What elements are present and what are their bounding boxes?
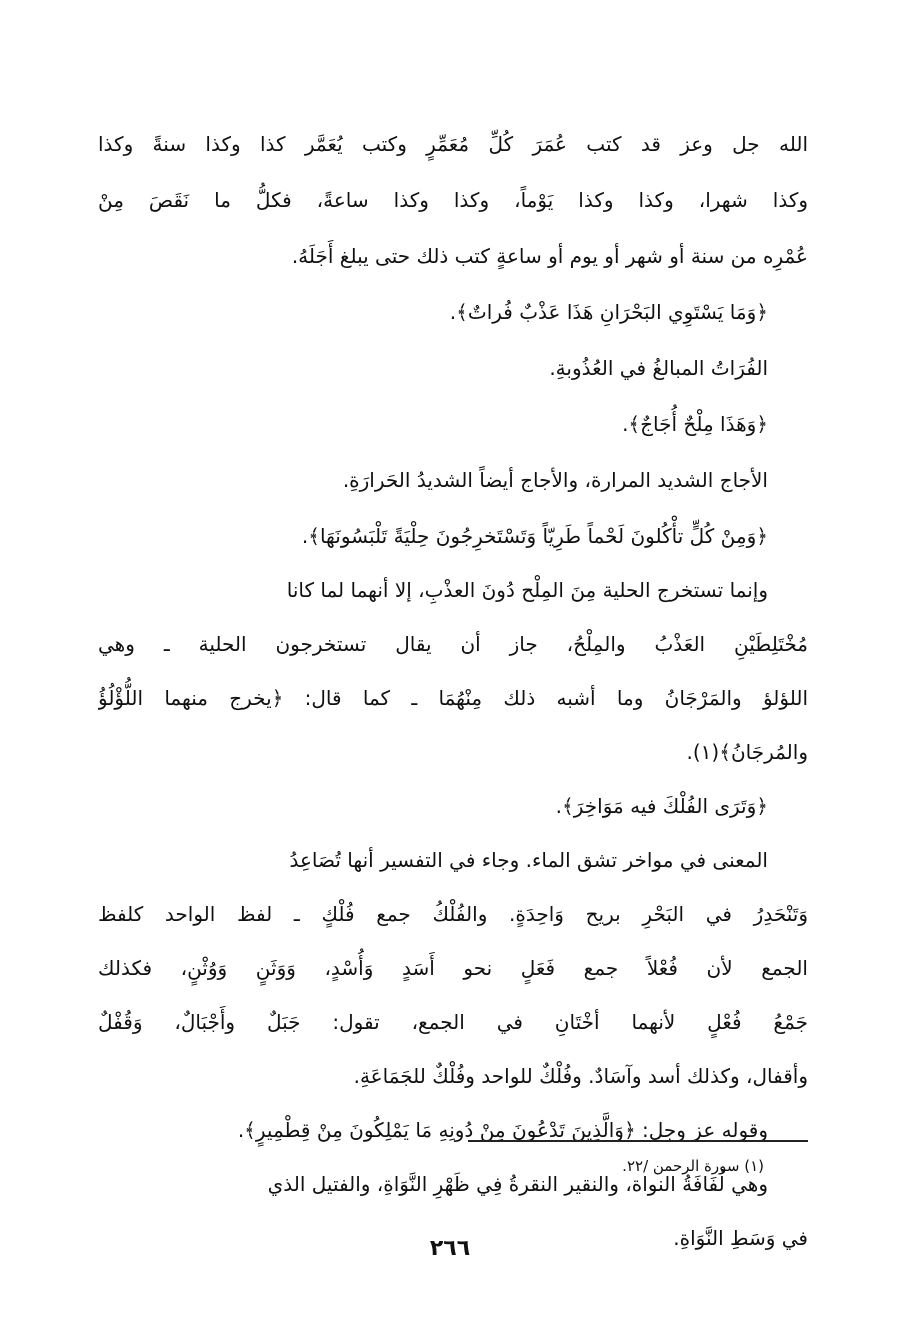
text-line-18: وأقفال، وكذلك أسد وآسَادٌ. وفُلْكٌ للواحد وفُلْكٌ للجَمَاعَةِ. — [353, 1064, 808, 1088]
text-line-11: اللؤلؤ والمَرْجَانُ وما أشبه ذلك مِنْهُمَا ـ كما قال: ﴿يخرج منهما اللُّؤْلُؤُ — [98, 686, 808, 710]
text-line-9: وإنما تستخرج الحلية مِنَ المِلْح دُونَ العذْبِ، إلا أنهما لما كانا — [286, 578, 768, 602]
text-line-15: وَتَنْحَدِرُ في البَحْرِ بريح وَاحِدَةٍ. والفُلْكُ جمع فُلْكٍ ـ لفظ الواحد كلفظ — [98, 902, 808, 926]
text-line-2: وكذا شهرا، وكذا وكذا يَوْماً، وكذا وكذا ساعةً، فكلُّ ما نَقَصَ مِنْ — [98, 188, 808, 212]
text-line-16: الجمع لأن فُعْلاً جمع فَعَلٍ نحو أَسَدٍ وَأُسْدٍ، وَوَثَنٍ وَوُثْنٍ، فكذلك — [98, 956, 808, 980]
main-text — [98, 118, 808, 1266]
footnote: (١) سورة الرحمن /٢٢. — [622, 1157, 764, 1175]
quran-verse-2: ﴿وَهَذَا مِلْحٌ أُجَاجٌ﴾. — [622, 412, 768, 436]
text-line-3: عُمْرِه من سنة أو شهر أو يوم أو ساعةٍ كتب ذلك حتى يبلغ أَجَلَهُ. — [291, 244, 808, 268]
text-line-10: مُخْتَلِطَيْنِ العَذْبُ والمِلْحُ، جاز أن يقال تستخرجون الحلية ـ وهي — [98, 632, 808, 656]
quran-verse-4: ﴿وَتَرَى الفُلْكَ فيه مَوَاخِرَ﴾. — [555, 794, 768, 818]
quran-verse-5: وقوله عز وجل: ﴿وَالَّذِينَ تَدْعُونَ مِنْ دُونِهِ مَا يَمْلِكُونَ مِنْ قِطْمِيرٍ﴾. — [237, 1118, 768, 1142]
text-line-17: جَمْعُ فُعْلٍ لأنهما أخْتَانِ في الجمع، تقول: جَبَلٌ وأَجْبَالٌ، وَقُفْلٌ — [98, 1010, 808, 1034]
text-line-14: المعنى في مواخر تشق الماء. وجاء في التفسير أنها تُصَاعِدُ — [289, 848, 768, 872]
text-line-5: الفُرَاتُ المبالغُ في العُذُوبةِ. — [549, 356, 768, 380]
text-line-20: وهي لُفَافَةُ النواة، والنقير النقرةُ فِي ظَهْرِ النَّوَاةِ، والفتيل الذي — [267, 1172, 768, 1196]
text-line-12: والمُرجَانُ﴾(١). — [686, 740, 808, 764]
text-line-7: الأجاج الشديد المرارة، والأجاج أيضاً الشديدُ الحَرارَةِ. — [342, 468, 768, 492]
quran-verse-3: ﴿وَمِنْ كُلٍّ تأْكُلونَ لَحْماً طَرِيّاً وَتَسْتَخرِجُونَ حِلْيَةً تَلْبَسُونَهَا﴾. — [301, 524, 768, 548]
page-number: ٢٦٦ — [429, 1236, 471, 1261]
text-line-1: الله جل وعز قد كتب عُمَرَ كُلِّ مُعَمِّرٍ وكتب يُعَمَّر كذا وكذا سنةً وكذا — [98, 132, 808, 156]
footnote-divider — [468, 1140, 808, 1142]
quran-verse-1: ﴿وَمَا يَسْتَوِي البَحْرَانِ هَذَا عَذْبٌ فُراتٌ﴾. — [449, 300, 768, 324]
text-line-21: في وَسَطِ النَّوَاةِ. — [673, 1226, 808, 1250]
